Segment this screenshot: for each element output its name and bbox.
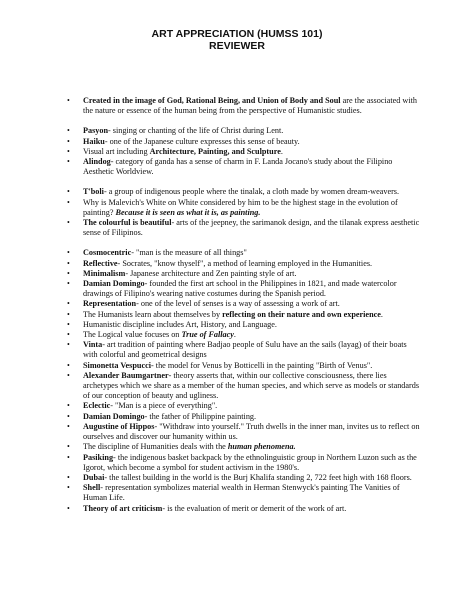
item-term: Cosmocentric bbox=[83, 248, 132, 258]
bullet-icon: • bbox=[67, 157, 70, 167]
item-term: Simonetta Vespucci bbox=[83, 360, 152, 370]
item-term: Architecture, Painting, and Sculpture bbox=[149, 146, 281, 156]
item-term: Haiku bbox=[83, 136, 105, 146]
bullet-icon: • bbox=[67, 452, 70, 462]
bullet-icon: • bbox=[67, 472, 70, 482]
bullet-icon: • bbox=[67, 442, 70, 452]
list-item bbox=[0, 218, 474, 238]
item-term: Alexander Baumgartner bbox=[83, 370, 169, 380]
item-text: - the indigenous basket backpack by the ethnolinguistic group in Northern Luzon such as the Igorot, which become a symbol for student activism in the 1980's. bbox=[83, 452, 417, 472]
bullet-icon: • bbox=[67, 330, 70, 340]
item-text: - the tallest building in the world is the Burj Khalifa standing 2, 722 feet high with 168 floors. bbox=[104, 472, 412, 482]
list-item bbox=[0, 371, 474, 402]
bullet-icon: • bbox=[67, 421, 70, 431]
item-term: Damian Domingo bbox=[83, 279, 145, 289]
item-term: Theory of art criticism bbox=[83, 503, 163, 513]
item-text: - "man is the measure of all things" bbox=[131, 248, 247, 258]
item-term: human phenomena. bbox=[227, 442, 296, 452]
item-term: The colourful is beautiful bbox=[83, 218, 172, 228]
bullet-icon: • bbox=[67, 218, 70, 228]
list-item bbox=[0, 412, 474, 422]
item-term: Dubai bbox=[83, 472, 105, 482]
item-text: - representation symbolizes material wealth in Herman Stenwyck's painting The Vanities of Human Life. bbox=[83, 483, 400, 503]
item-term: Pasyon bbox=[83, 126, 109, 136]
list-item bbox=[0, 187, 474, 197]
item-term: Alindog bbox=[83, 157, 111, 167]
bullet-icon: • bbox=[67, 268, 70, 278]
list-item bbox=[0, 137, 474, 147]
item-lead-text: The Logical value focuses on bbox=[83, 330, 182, 340]
list-item bbox=[0, 279, 474, 299]
list-item bbox=[0, 157, 474, 177]
item-lead-text: Why is Malevich's White on White considered by him to be the highest stage in the evolution of painting? bbox=[83, 197, 398, 217]
list-item bbox=[0, 422, 474, 442]
item-text: - the father of Philippine painting. bbox=[144, 411, 257, 421]
list-item bbox=[0, 442, 474, 452]
item-text: - singing or chanting of the life of Christ during Lent. bbox=[108, 126, 284, 136]
item-term: Vinta bbox=[83, 340, 103, 350]
bullet-icon: • bbox=[67, 136, 70, 146]
item-text: - "Man is a piece of everything". bbox=[110, 401, 218, 411]
reviewer-list bbox=[0, 96, 474, 514]
item-term: Reflective bbox=[83, 258, 118, 268]
item-term: Damian Domingo bbox=[83, 411, 145, 421]
list-item bbox=[0, 483, 474, 503]
item-term: Minimalism bbox=[83, 268, 126, 278]
item-text: - is the evaluation of merit or demerit of the work of art. bbox=[162, 503, 347, 513]
bullet-icon: • bbox=[67, 279, 70, 289]
item-term: Augustine of Hippos bbox=[83, 421, 155, 431]
item-text: - art tradition of painting where Badjao people of Sulu have an the sails (layag) of their boats with colorful and geometrical designs bbox=[83, 340, 407, 360]
bullet-icon: • bbox=[67, 340, 70, 350]
list-item bbox=[0, 320, 474, 330]
item-term: Eclectic bbox=[83, 401, 111, 411]
item-lead-text: Visual art including bbox=[83, 146, 150, 156]
item-term: Representation bbox=[83, 299, 137, 309]
list-item bbox=[0, 401, 474, 411]
item-text: are the associated with the nature or essence of the human being from the perspective of Humanistic studies. bbox=[83, 96, 417, 116]
item-text: - one of the Japanese culture expresses this sense of beauty. bbox=[104, 136, 300, 146]
list-item bbox=[0, 198, 474, 218]
list-item bbox=[0, 473, 474, 483]
item-lead-text: The discipline of Humanities deals with the bbox=[83, 442, 228, 452]
bullet-icon: • bbox=[67, 299, 70, 309]
list-item bbox=[0, 96, 474, 116]
bullet-icon: • bbox=[67, 370, 70, 380]
list-item bbox=[0, 269, 474, 279]
bullet-icon: • bbox=[67, 483, 70, 493]
list-item bbox=[0, 126, 474, 136]
bullet-icon: • bbox=[67, 401, 70, 411]
item-text: - Japanese architecture and Zen painting style of art. bbox=[125, 268, 297, 278]
list-item bbox=[0, 361, 474, 371]
bullet-icon: • bbox=[67, 96, 70, 105]
bullet-icon: • bbox=[67, 309, 70, 319]
bullet-icon: • bbox=[67, 258, 70, 268]
item-text: - arts of the jeepney, the sarimanok design, and the tilanak express aesthetic sense of Filipinos. bbox=[83, 218, 420, 238]
item-text: - theory asserts that, within our collective consciousness, there lies archetypes which we share as a member of the human species, and which serve as models or standards of our conception of beauty and ugliness. bbox=[83, 370, 420, 401]
list-item bbox=[0, 504, 474, 514]
item-text: . bbox=[233, 330, 236, 340]
list-item bbox=[0, 330, 474, 340]
list-item bbox=[0, 248, 474, 258]
list-item bbox=[0, 259, 474, 269]
item-text: . bbox=[380, 309, 383, 319]
list-item bbox=[0, 340, 474, 360]
list-item bbox=[0, 299, 474, 309]
item-term: Pasiking bbox=[83, 452, 114, 462]
item-lead-text: Humanistic discipline includes Art, History, and Language. bbox=[83, 319, 277, 329]
bullet-icon: • bbox=[67, 411, 70, 421]
item-term: Shell bbox=[83, 483, 101, 493]
item-text: - "Withdraw into yourself." Truth dwells in the inner man, invites us to reflect on ourselves and discover our humanity within us. bbox=[83, 421, 420, 442]
list-item bbox=[0, 453, 474, 473]
item-lead-text: The Humanists learn about themselves by bbox=[83, 309, 223, 319]
item-term: Because it is seen as what it is, as painting. bbox=[115, 207, 261, 217]
bullet-icon: • bbox=[67, 248, 70, 258]
item-text: - Socrates, "know thyself", a method of learning employed in the Humanities. bbox=[117, 258, 373, 268]
item-text: . bbox=[280, 146, 283, 156]
bullet-icon: • bbox=[67, 146, 70, 156]
list-item bbox=[0, 310, 474, 320]
item-text: - category of ganda has a sense of charm in F. Landa Jocano's study about the Filipino Aesthetic Worldview. bbox=[83, 157, 393, 177]
bullet-icon: • bbox=[67, 187, 70, 197]
item-term: Created in the image of God, Rational Being, and Union of Body and Soul bbox=[83, 96, 341, 105]
bullet-icon: • bbox=[67, 197, 70, 207]
bullet-icon: • bbox=[67, 126, 70, 136]
page-title: ART APPRECIATION (HUMSS 101) bbox=[151, 28, 323, 40]
bullet-icon: • bbox=[67, 503, 70, 513]
item-term: True of Fallacy bbox=[181, 330, 234, 340]
item-text: - one of the level of senses is a way of assessing a work of art. bbox=[136, 299, 340, 309]
page-subtitle: REVIEWER bbox=[208, 40, 265, 52]
item-text: - the model for Venus by Botticelli in the painting "Birth of Venus". bbox=[151, 360, 373, 370]
bullet-icon: • bbox=[67, 319, 70, 329]
item-term: reflecting on their nature and own experience bbox=[222, 309, 381, 319]
item-term: T'boli bbox=[83, 187, 104, 197]
bullet-icon: • bbox=[67, 360, 70, 370]
item-text: - a group of indigenous people where the tinalak, a cloth made by women dream-weavers. bbox=[103, 187, 400, 197]
item-text: - founded the first art school in the Philippines in 1821, and made watercolor drawings of Filipino's wearing native costumes during the Spanish period. bbox=[83, 279, 397, 299]
list-item bbox=[0, 147, 474, 157]
